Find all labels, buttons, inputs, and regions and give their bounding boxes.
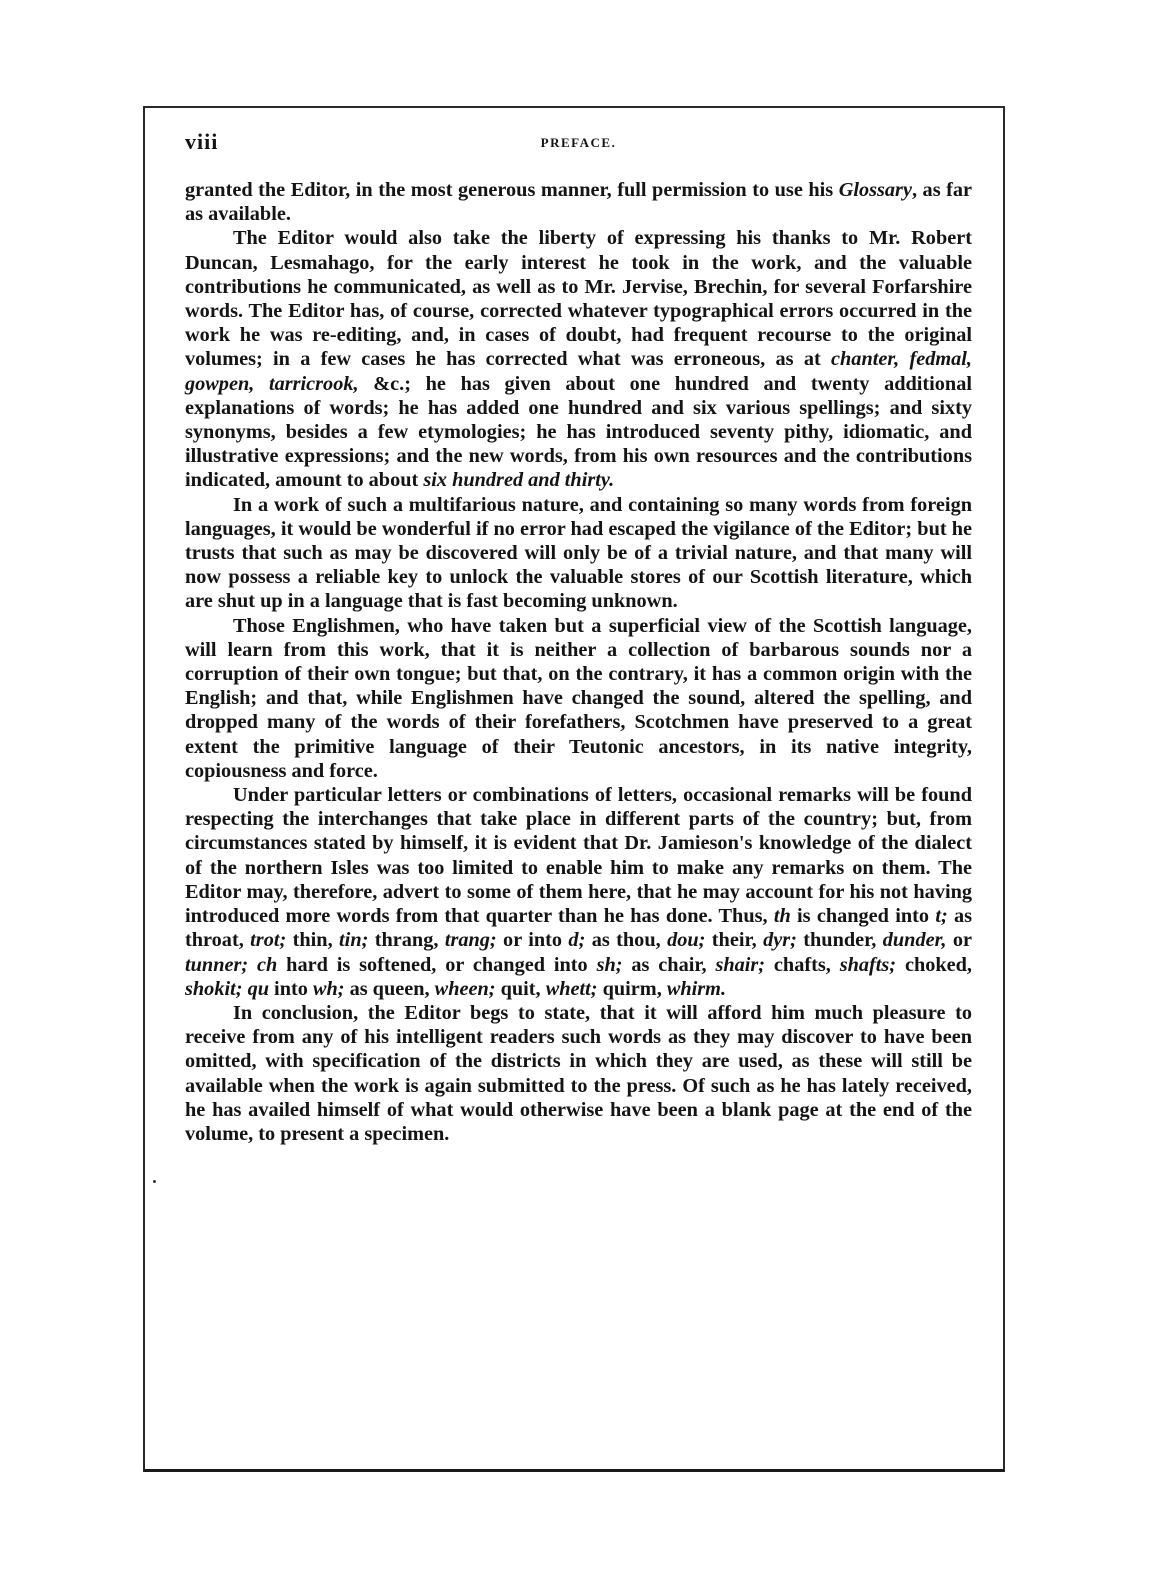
italic-term: wheen; [434, 977, 496, 1000]
text-run: chafts, [765, 953, 840, 976]
text-run: &c.; he has given about one hundred and twenty additional explanations of words; he has added one hundred and six various spellings; and sixty synonyms, besides a few etymologies; he has introduced seventy pithy, idiomatic, and illustrative expressions; and the new words, from his own resources and the contributions indicated, amount to about [185, 372, 972, 492]
margin-mark [153, 1180, 156, 1183]
italic-term: sh; [596, 953, 623, 976]
paragraph-1 [185, 178, 972, 226]
italic-term: tunner; [185, 953, 249, 976]
italic-term: t; [935, 905, 948, 928]
italic-term: th [773, 905, 791, 928]
text-run [248, 954, 257, 976]
italic-term: d; [568, 929, 586, 952]
text-run: as chair, [622, 953, 716, 976]
italic-term: Glossary [838, 179, 912, 201]
text-run: thin, [286, 929, 340, 952]
paragraph-5 [185, 783, 972, 1001]
page-header [185, 129, 972, 159]
text-run: their, [705, 929, 764, 952]
body-text [185, 178, 972, 1146]
text-run: is changed into [790, 905, 936, 928]
text-run: Under particular letters or combinations of letters, occasional remarks will be found respecting the interchanges that take place in different parts of the country; but, from circumstances stated by himself, it is evident that Dr. Jamieson's knowledge of the dialect of the northern Isles was too limited to enable him to make any remarks on them. The Editor may, therefore, advert to some of them here, that he may account for his not having introduced more words from that quarter than he has done. Thus, [185, 784, 972, 928]
text-run: as throat, [185, 905, 973, 952]
paragraph-4: Those Englishmen, who have taken but a superficial view of the Scottish language, will learn from this work, that it is neither a collection of barbarous sounds nor a corruption of their own tongue; but that, on the contrary, it has a common origin with the English; and that, while Englishmen have changed the sound, altered the spelling, and dropped many of the words of their forefathers, Scotchmen have preserved to a great extent the primitive language of their Teutonic ancestors, in its native integrity, copiousness and force. [185, 614, 972, 782]
italic-term: tin; [339, 929, 369, 952]
paragraph-2 [185, 226, 972, 492]
paragraph-3: In a work of such a multifarious nature, and containing so many words from foreign languages, it would be wonderful if no error had escaped the vigilance of the Editor; but he trusts that such as may be discovered will only be of a trivial nature, and that many will now possess a reliable key to unlock the valuable stores of our Scottish literature, which are shut up in a language that is fast becoming unknown. [185, 493, 972, 613]
italic-term: dyr; [763, 929, 797, 952]
italic-term: wh; [312, 977, 345, 1000]
text-run: as queen, [344, 977, 435, 1000]
text-run: hard is softened, or changed into [277, 953, 597, 976]
italic-term: whirm. [666, 977, 727, 1000]
text-run: granted the Editor, in the most generous manner, full permission to use his [185, 179, 839, 201]
page-number: viii [185, 129, 219, 154]
italic-term: dunder, [882, 929, 947, 952]
text-run: into [268, 977, 313, 1000]
italic-term: trot; [250, 929, 287, 952]
italic-term: shair; [715, 953, 766, 976]
italic-term: whett; [545, 977, 598, 1000]
running-head: PREFACE. [540, 135, 617, 150]
text-run: or into [496, 929, 569, 952]
italic-term: shokit; [185, 977, 243, 1000]
text-run: thunder, [796, 929, 883, 952]
text-run: choked, [896, 953, 972, 976]
text-run: as thou, [585, 929, 668, 952]
text-run: The Editor would also take the liberty of expressing his thanks to Mr. Robert Duncan, Lesmahago, for the early interest he took in the work, and the valuable contributions he communicated, as well as to Mr. Jervise, Brechin, for several Forfarshire words. The Editor has, of course, corrected whatever typographical errors occurred in the work he was re-editing, and, in cases of doubt, had frequent recourse to the original volumes; in a few cases he has corrected what was erroneous, as at [185, 227, 972, 371]
italic-term: chanter, fedmal, gowpen, tarricrook, [185, 348, 972, 395]
italic-term: six hundred and thirty. [423, 469, 615, 492]
italic-term: ch [257, 953, 278, 976]
italic-term: dou; [667, 929, 706, 952]
text-run: quirm, [597, 977, 667, 1000]
italic-term: qu [247, 977, 269, 1000]
text-run: quit, [495, 977, 546, 1000]
italic-term: shafts; [839, 953, 897, 976]
text-run: or [946, 929, 972, 952]
paragraph-6: In conclusion, the Editor begs to state, that it will afford him much pleasure to receive from any of his intelligent readers such words as they may discover to have been omitted, with specification of the districts in which they are used, as these will still be available when the work is again submitted to the press. Of such as he has lately received, he has availed himself of what would otherwise have been a blank page at the end of the volume, to present a specimen. [185, 1001, 972, 1145]
text-run: , as far as available. [185, 179, 973, 226]
italic-term: trang; [444, 929, 497, 952]
text-run: thrang, [368, 929, 445, 952]
